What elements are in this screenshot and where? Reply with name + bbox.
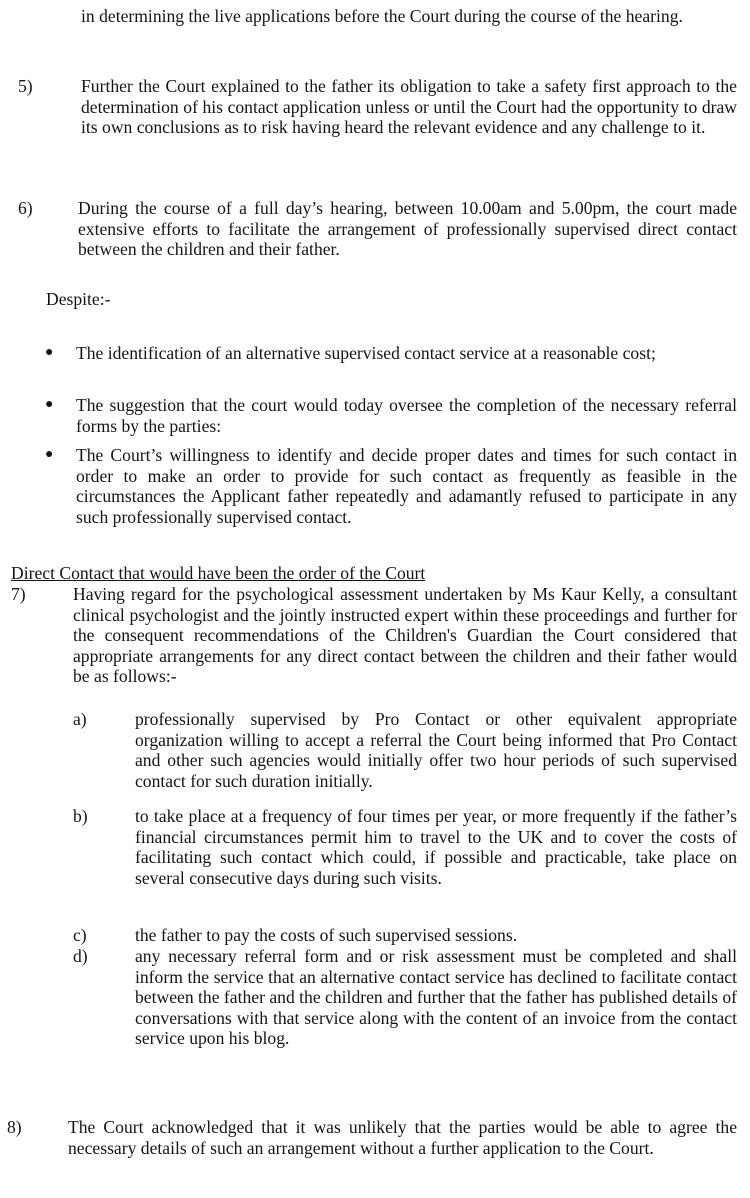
bullet-item-2: The suggestion that the court would today oversee the completion of the necessary referral forms by the parties: xyxy=(76,395,737,436)
despite-label: Despite:- xyxy=(46,289,111,309)
bullet-marker: ● xyxy=(45,447,54,462)
paragraph-4-continuation: in determining the live applications before the Court during the course of the hearing. xyxy=(81,6,683,26)
paragraph-7-number: 7) xyxy=(11,584,26,604)
bullet-item-3: The Court’s willingness to identify and decide proper dates and times for such contact in order to make an order to provide for such contact as frequently as feasible in the circumstances the Applicant father repeatedly and adamantly refused to participate in any such professionally supervised contact. xyxy=(76,445,737,527)
sub-item-a-text: professionally supervised by Pro Contact or other equivalent appropriate organization willing to accept a referral the Court being informed that Pro Contact and other such agencies would initially offer two hour periods of such supervised contact for such duration initially. xyxy=(135,709,737,791)
sub-item-c-text: the father to pay the costs of such supervised sessions. xyxy=(135,925,518,945)
paragraph-6-number: 6) xyxy=(18,198,33,218)
section-heading: Direct Contact that would have been the order of the Court xyxy=(11,563,426,583)
bullet-marker: ● xyxy=(45,397,54,412)
sub-item-c-label: c) xyxy=(73,925,87,945)
paragraph-7-text: Having regard for the psychological assessment undertaken by Ms Kaur Kelly, a consultant clinical psychologist and the jointly instructed expert within these proceedings and further for the consequent recommendations of the Children's Guardian the Court considered that appropriate arrangements for any direct contact between the children and their father would be as follows:- xyxy=(73,584,737,686)
sub-item-d-label: d) xyxy=(73,946,88,966)
paragraph-6-text: During the course of a full day’s hearing, between 10.00am and 5.00pm, the court made extensive efforts to facilitate the arrangement of professionally supervised direct contact between the children and their father. xyxy=(78,198,737,259)
bullet-item-1: The identification of an alternative supervised contact service at a reasonable cost; xyxy=(76,343,656,363)
sub-item-d-text: any necessary referral form and or risk assessment must be completed and shall inform the service that an alternative contact service has declined to facilitate contact between the father and the children and further that the father has published details of conversations with that service along with the content of an invoice from the contact service upon his blog. xyxy=(135,946,737,1048)
paragraph-5-number: 5) xyxy=(18,76,33,96)
sub-item-b-text: to take place at a frequency of four times per year, or more frequently if the father’s financial circumstances permit him to travel to the UK and to cover the costs of facilitating such contact which could, if possible and practicable, take place on several consecutive days during such visits. xyxy=(135,806,737,888)
paragraph-8-number: 8) xyxy=(7,1117,22,1137)
sub-item-a-label: a) xyxy=(73,709,87,729)
paragraph-5-text: Further the Court explained to the father its obligation to take a safety first approach to the determination of his contact application unless or until the Court had the opportunity to draw its own conclusions as to risk having heard the relevant evidence and any challenge to it. xyxy=(81,76,737,137)
sub-item-b-label: b) xyxy=(73,806,88,826)
paragraph-8-text: The Court acknowledged that it was unlikely that the parties would be able to agree the necessary details of such an arrangement without a further application to the Court. xyxy=(68,1117,737,1158)
bullet-marker: ● xyxy=(45,345,54,360)
